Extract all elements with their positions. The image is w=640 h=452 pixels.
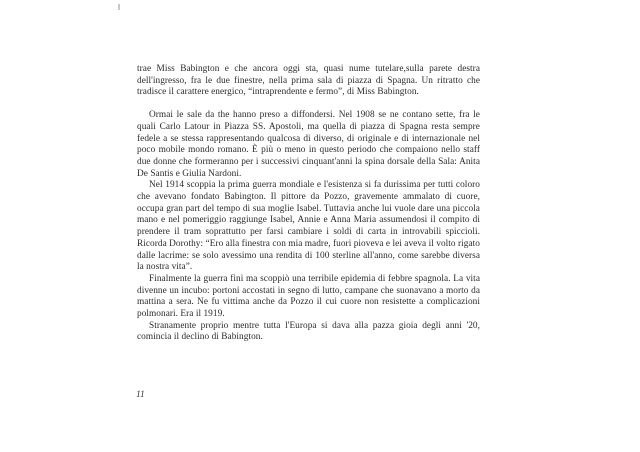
paragraph-5: Stranamente proprio mentre tutta l'Europa si dava alla pazza gioia degli anni '20, comincia il declino di Babington. <box>137 320 480 343</box>
scan-mark <box>118 4 120 10</box>
paragraph-4: Finalmente la guerra finì ma scoppiò una terribile epidemia di febbre spagnola. La vita divenne un incubo: portoni accostati in segno di lutto, campane che suonavano a morto da mattina a sera. Ne fu vittima anche da Pozzo il cui cuore non resistette a complicazioni polmonari. Era il 1919. <box>137 273 480 320</box>
page-number: 11 <box>136 390 145 400</box>
paragraph-3: Nel 1914 scoppia la prima guerra mondiale e l'esistenza si fa durissima per tutti coloro che avevano fondato Babington. Il pittore da Pozzo, gravemente ammalato di cuore, occupa gran part del tempo di sua moglie Isabel. Tuttavia anche lui vuole dare una piccola mano e nel pomeriggio raggiunge Isabel, Annie e Anna Maria assumendosi il compito di prendere il tram soprattutto per farsi cambiare i soldi di carta in introvabili spiccioli. Ricorda Dorothy: “Ero alla finestra con mia madre, fuori pioveva e lei aveva il volto rigato dalle lacrime: se solo avessimo una rendita di 100 sterline all'anno, come sarebbe diversa la nostra vita”. <box>137 180 480 273</box>
paragraph-2: Ormai le sale da the hanno preso a diffondersi. Nel 1908 se ne contano sette, fra le quali Carlo Latour in Piazza SS. Apostoli, ma quella di piazza di Spagna resta sempre fedele a se stessa rappresentando qualcosa di diverso, di originale e di internazionale nel poco mobile mondo romano. È più o meno in questo periodo che compaiono nello staff due donne che formeranno per i successivi cinquant'anni la spina dorsale della Sala: Anita De Santis e Giulia Nardoni. <box>137 110 480 179</box>
paragraph-1: trae Miss Babington e che ancora oggi sta, quasi nume tutelare,sulla parete destra dell'ingresso, fra le due finestre, nella prima sala di piazza di Spagna. Un ritratto che tradisce il carattere energico, “intraprendente e fermo”, di Miss Babington. <box>137 64 480 98</box>
body-text <box>137 64 480 344</box>
paragraph-gap <box>137 99 480 110</box>
